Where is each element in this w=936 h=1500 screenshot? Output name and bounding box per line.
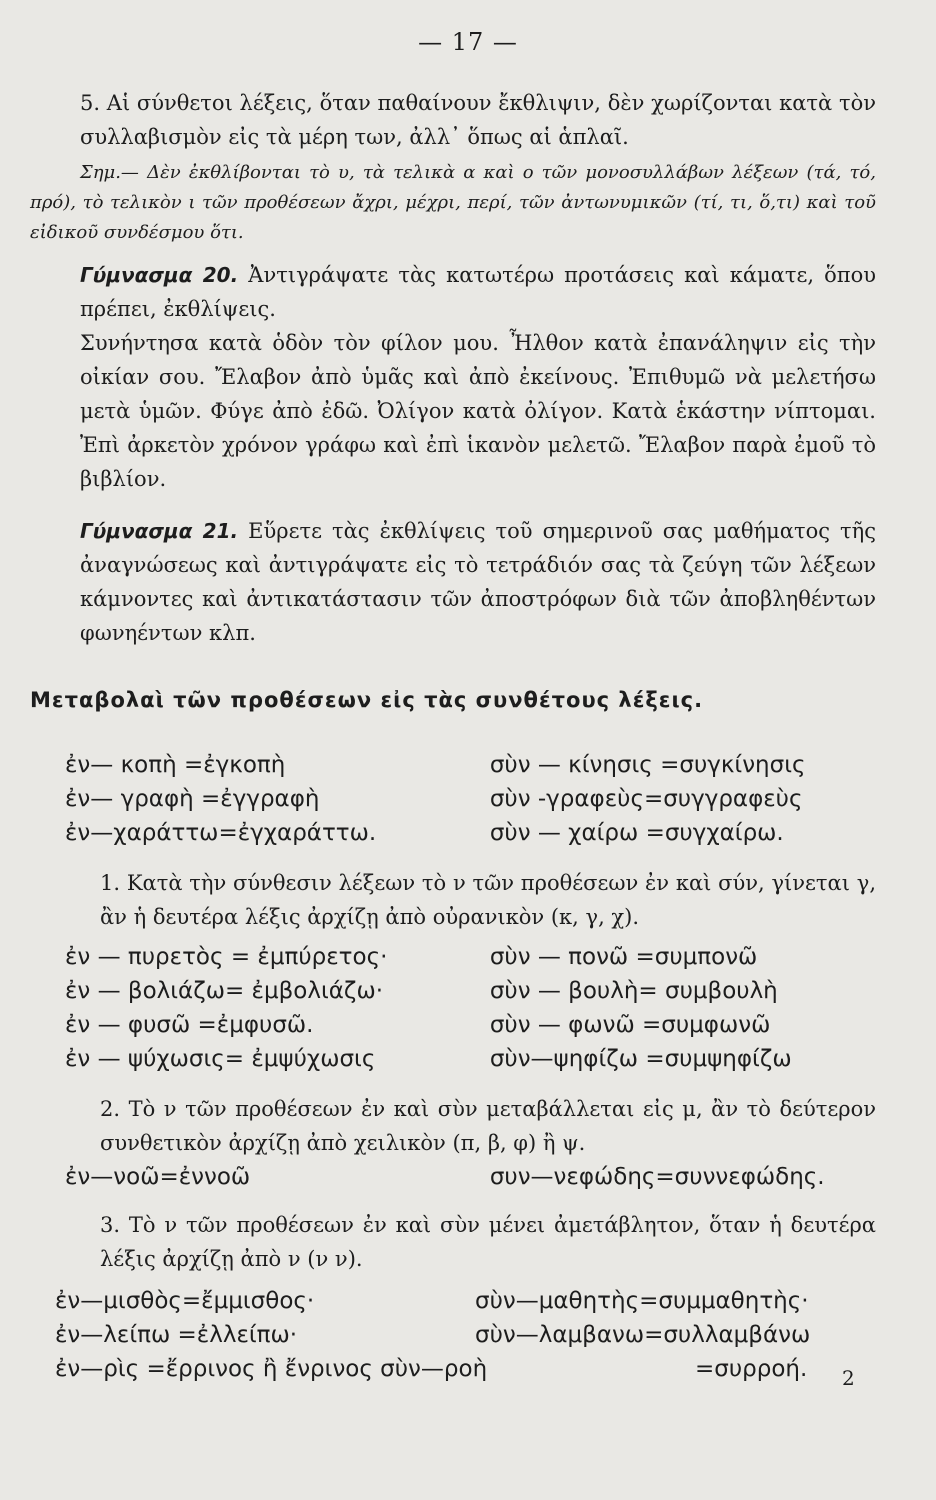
note-text: Δὲν ἐκθλίβονται τὸ υ, τὰ τελικὰ α καὶ ο τῶν μονοσυλλάβων λέξεων (τά, τό, πρό), τὸ τελικὸν ι τῶν προθέσεων ἄχρι, μέχρι, περί, τῶν ἀντωνυμικῶν (τί, τι, ὅ,τι) καὶ τοῦ εἰδικοῦ συνδέσμου ὅτι. [30, 162, 876, 243]
example-right: συν—νεφώδης=συννεφώδης. [489, 1164, 825, 1190]
rule-2 [30, 1092, 876, 1160]
example-right: σὺν -γραφεὺς=συγγραφεὺς [489, 786, 803, 812]
exercise-20-sentences: Συνήντησα κατὰ ὁδὸν τὸν φίλον μου. Ἦλθον κατὰ ἐπανάληψιν εἰς τὴν οἰκίαν σου. Ἔλαβον ἀπὸ ὑμᾶς καὶ ἀπὸ ἐκείνους. Ἐπιθυμῶ νὰ μελετήσω μετὰ ὑμῶν. Φύγε ἀπὸ ἐδῶ. Ὀλίγον κατὰ ὀλίγον. Κατὰ ἑκάστην νίπτομαι. Ἐπὶ ἀρκετὸν χρόνον γράφω καὶ ἐπὶ ἱκανὸν μελετῶ. Ἔλαβον παρὰ ἐμοῦ τὸ βιβλίον. [80, 331, 876, 491]
exercise-21-text: Εὕρετε τὰς ἐκθλίψεις τοῦ σημερινοῦ σας μαθήματος τῆς ἀναγνώσεως καὶ ἀντιγράψατε εἰς τὸ τετράδιόν σας τὰ ζεύγη τῶν λέξεων κάμνοντες καὶ ἀντικατάστασιν τῶν ἀποστρόφων διὰ τῶν ἀποβληθέντων φωνηέντων κλπ. [80, 519, 876, 645]
note [30, 158, 876, 248]
example-left: ἐν — φυσῶ =ἐμφυσῶ. [65, 1012, 314, 1038]
note-label: Σημ.— [80, 162, 139, 183]
example-row [65, 1008, 885, 1042]
example-right: σὺν—ψηφίζω =συμψηφίζω [489, 1046, 792, 1072]
examples-group-1 [65, 748, 885, 850]
example-row [55, 1318, 875, 1352]
example-right: σὺν — βουλὴ= συμβουλὴ [489, 978, 778, 1004]
exercise-20-text: Ἀντιγράψατε τὰς κατωτέρω προτάσεις καὶ κάματε, ὅπου πρέπει, ἐκθλίψεις. [80, 263, 876, 321]
rule-3 [30, 1208, 876, 1276]
exercise-21-label: Γύμνασμα 21. [80, 519, 239, 543]
example-left: ἐν — ψύχωσις= ἐμψύχωσις [65, 1046, 376, 1072]
paragraph-5-text: 5. Αἱ σύνθετοι λέξεις, ὅταν παθαίνουν ἔκθλιψιν, δὲν χωρίζονται κατὰ τὸν συλλαβισμὸν εἰς τὰ μέρη των, ἀλλ᾽ ὅπως αἱ ἁπλαῖ. [80, 91, 876, 149]
example-left: ἐν — βολιάζω= ἐμβολιάζω· [65, 978, 384, 1004]
example-left: ἐν— γραφὴ =ἐγγραφὴ [65, 786, 320, 812]
rule-1 [30, 866, 876, 934]
example-left: ἐν—χαράττω=ἐγχαράττω. [65, 820, 377, 846]
example-row [55, 1284, 875, 1318]
example-row [65, 1042, 885, 1076]
examples-group-2 [65, 940, 885, 1076]
section-heading: Μεταβολαὶ τῶν προθέσεων εἰς τὰς συνθέτους λέξεις. [30, 688, 704, 712]
rule-3-text: 3. Τὸ ν τῶν προθέσεων ἐν καὶ σὺν μένει ἀμετάβλητον, ὅταν ἡ δευτέρα λέξις ἀρχίζῃ ἀπὸ ν (ν ν). [100, 1213, 876, 1271]
example-row [65, 816, 885, 850]
exercise-21 [30, 514, 876, 650]
example-left: ἐν— κοπὴ =ἐγκοπὴ [65, 752, 286, 778]
exercise-20-intro [30, 258, 876, 326]
example-row [65, 974, 885, 1008]
example-left: ἐν—μισθὸς=ἔμμισθος· [55, 1288, 315, 1314]
page-number: — 17 — [418, 28, 518, 56]
example-right: =συρροή. [695, 1356, 808, 1382]
paragraph-5 [30, 86, 876, 154]
example-right: σὺν — φωνῶ =συμφωνῶ [489, 1012, 771, 1038]
example-row [65, 940, 885, 974]
example-right: σὺν—λαμβανω=συλλαμβάνω [475, 1322, 811, 1348]
exercise-20-label: Γύμνασμα 20. [80, 263, 239, 287]
example-left: ἐν—νοῶ=ἐννοῶ [65, 1164, 251, 1190]
rule-2-text: 2. Τὸ ν τῶν προθέσεων ἐν καὶ σὺν μεταβάλλεται εἰς μ, ἂν τὸ δεύτερον συνθετικὸν ἀρχίζῃ ἀπὸ χειλικὸν (π, β, φ) ἢ ψ. [100, 1097, 876, 1155]
rule-1-text: 1. Κατὰ τὴν σύνθεσιν λέξεων τὸ ν τῶν προθέσεων ἐν καὶ σύν, γίνεται γ, ἂν ἡ δευτέρα λέξις ἀρχίζῃ ἀπὸ οὐρανικὸν (κ, γ, χ). [100, 871, 876, 929]
example-right: σὺν — χαίρω =συγχαίρω. [489, 820, 784, 846]
examples-group-3 [65, 1160, 885, 1194]
example-left: ἐν—ρὶς =ἔρρινος ἢ ἔνρινος σὺν—ροὴ [55, 1356, 488, 1382]
example-row [65, 1160, 885, 1194]
example-row [55, 1352, 875, 1386]
example-right: σὺν—μαθητὴς=συμμαθητὴς· [475, 1288, 809, 1314]
example-left: ἐν — πυρετὸς = ἐμπύρετος· [65, 944, 388, 970]
exercise-21-body [30, 514, 876, 650]
example-right: σὺν — κίνησις =συγκίνησις [489, 752, 806, 778]
example-row [65, 748, 885, 782]
signature-mark: 2 [842, 1366, 855, 1390]
example-left: ἐν—λείπω =ἐλλείπω· [55, 1322, 298, 1348]
example-row [65, 782, 885, 816]
examples-group-4 [55, 1284, 875, 1386]
example-right: σὺν — πονῶ =συμπονῶ [489, 944, 758, 970]
exercise-20 [30, 258, 876, 496]
